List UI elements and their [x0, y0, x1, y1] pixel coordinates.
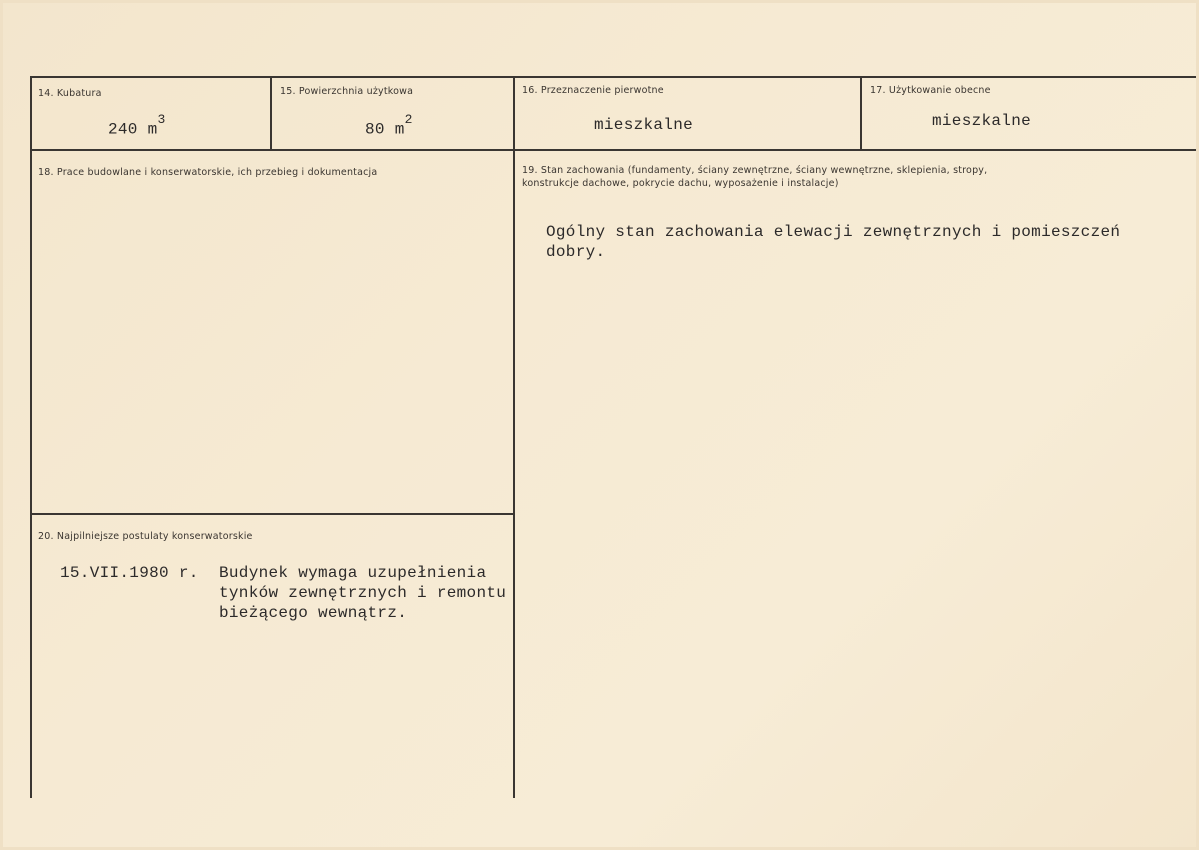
col-rule-4: [860, 76, 862, 150]
col-rule-1: [30, 76, 32, 798]
field-15-value: [365, 112, 413, 139]
field-17-label: 17. Użytkowanie obecne: [870, 85, 991, 96]
field-14-value: [108, 112, 166, 139]
field-19-value: Ogólny stan zachowania elewacji zewnętrznych i pomieszczeń dobry.: [546, 223, 1121, 261]
field-14-label: 14. Kubatura: [38, 88, 102, 99]
row-rule-1: [30, 149, 1196, 151]
field-20-date: 15.VII.1980 r.: [60, 564, 199, 582]
top-rule: [30, 76, 1196, 78]
kubatura-value: 240 m: [108, 120, 158, 139]
field-15-label: 15. Powierzchnia użytkowa: [280, 86, 414, 97]
field-18-label: 18. Prace budowlane i konserwatorskie, ich przebieg i dokumentacja: [38, 167, 378, 178]
field-19-label: 19. Stan zachowania (fundamenty, ściany zewnętrzne, ściany wewnętrzne, sklepienia, stropy, konstrukcje dachowe, pokrycie dachu, wyposażenie i instalacje): [522, 165, 988, 189]
field-20-label: 20. Najpilniejsze postulaty konserwatorskie: [38, 531, 253, 542]
kubatura-unit-exponent: 3: [157, 112, 166, 127]
powierzchnia-unit-exponent: 2: [404, 112, 413, 127]
field-16-value: mieszkalne: [594, 116, 694, 134]
field-17-value: mieszkalne: [932, 112, 1032, 130]
field-20-value: Budynek wymaga uzupełnienia tynków zewnętrznych i remontu bieżącego wewnątrz.: [219, 564, 507, 622]
row-rule-2: [30, 513, 514, 515]
col-rule-2: [270, 76, 272, 150]
powierzchnia-value: 80 m: [365, 120, 405, 139]
col-rule-3: [513, 76, 515, 798]
field-16-label: 16. Przeznaczenie pierwotne: [522, 85, 664, 96]
